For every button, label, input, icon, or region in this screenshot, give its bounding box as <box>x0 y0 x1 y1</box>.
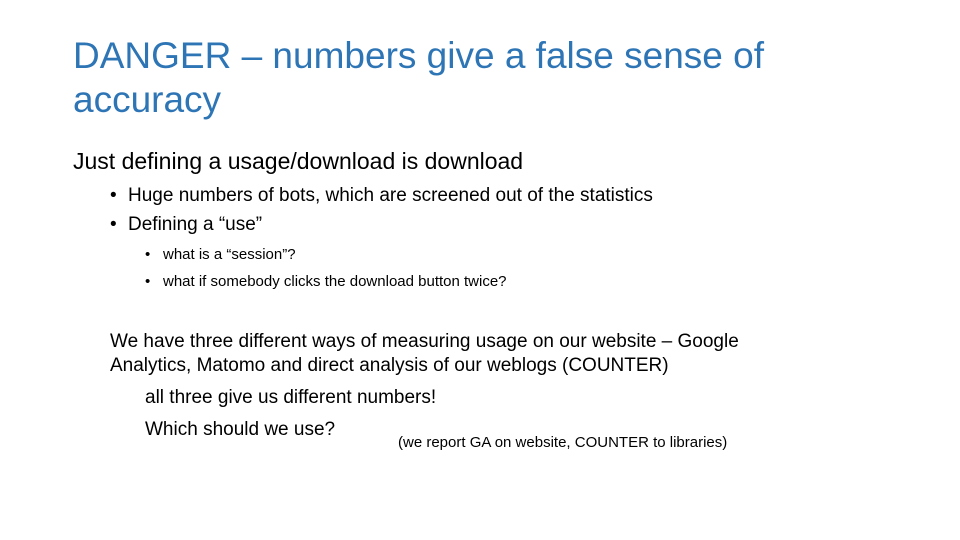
sub-bullet-text: what if somebody clicks the download button twice? <box>163 273 507 290</box>
bullet-icon: • <box>110 214 117 235</box>
report-note: (we report GA on website, COUNTER to libraries) <box>398 434 728 451</box>
bullet-item <box>110 184 653 208</box>
indented-line: Which should we use? <box>145 419 336 440</box>
level1-text: Just defining a usage/download is download <box>73 148 524 174</box>
bullet-text: Defining a “use” <box>128 214 263 235</box>
bullet-item <box>110 213 262 237</box>
bullet-icon: • <box>145 246 151 263</box>
sub-bullet-text: what is a “session”? <box>163 246 296 263</box>
sub-bullet-item <box>145 245 296 265</box>
paragraph-line: We have three different ways of measuring usage on our website – Google <box>110 331 739 352</box>
measurement-paragraph <box>110 330 870 378</box>
bullet-icon: • <box>145 273 151 290</box>
paragraph-line: Analytics, Matomo and direct analysis of our weblogs (COUNTER) <box>110 355 669 376</box>
bullet-icon: • <box>110 185 117 206</box>
indented-line: all three give us different numbers! <box>145 387 437 408</box>
bullet-text: Huge numbers of bots, which are screened out of the statistics <box>128 185 653 206</box>
sub-bullet-item <box>145 272 507 292</box>
slide-title: DANGER – numbers give a false sense of accuracy <box>73 35 764 120</box>
